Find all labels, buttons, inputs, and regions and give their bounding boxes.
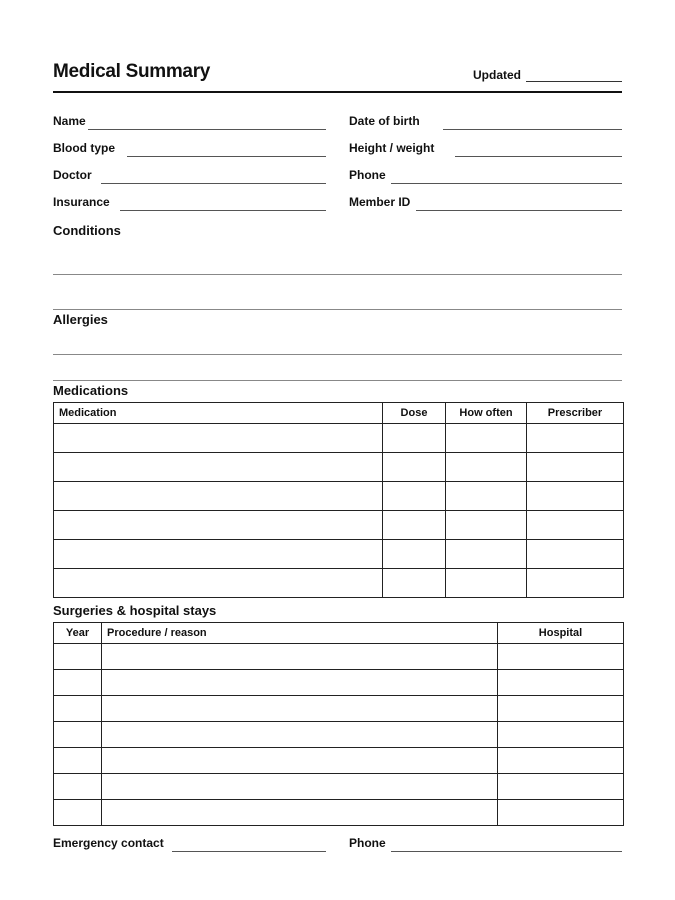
- emergency-phone-label: Phone: [349, 836, 386, 850]
- dob-field[interactable]: [349, 114, 622, 130]
- table-cell[interactable]: [54, 774, 102, 800]
- table-cell[interactable]: [498, 644, 624, 670]
- table-cell[interactable]: [498, 748, 624, 774]
- phone-input-line[interactable]: [391, 183, 622, 184]
- table-cell[interactable]: [383, 569, 446, 598]
- table-cell[interactable]: [54, 748, 102, 774]
- surgeries-heading: Surgeries & hospital stays: [53, 603, 217, 618]
- table-cell[interactable]: [54, 540, 383, 569]
- table-cell[interactable]: [383, 540, 446, 569]
- table-cell[interactable]: [54, 453, 383, 482]
- column-header-how-often: How often: [446, 403, 527, 424]
- table-cell[interactable]: [102, 670, 498, 696]
- table-cell[interactable]: [54, 722, 102, 748]
- table-cell[interactable]: [54, 670, 102, 696]
- table-cell[interactable]: [498, 722, 624, 748]
- member-id-label: Member ID: [349, 195, 411, 209]
- height-weight-label: Height / weight: [349, 141, 435, 155]
- emergency-phone-field[interactable]: [349, 836, 622, 852]
- table-cell[interactable]: [383, 511, 446, 540]
- table-cell[interactable]: [102, 748, 498, 774]
- phone-field[interactable]: [349, 168, 622, 184]
- doctor-input-line[interactable]: [101, 183, 326, 184]
- page-title: Medical Summary: [53, 61, 211, 82]
- insurance-input-line[interactable]: [120, 210, 326, 211]
- table-cell[interactable]: [527, 511, 624, 540]
- surgery-row: [54, 748, 624, 774]
- emergency-contact-input-line[interactable]: [172, 851, 326, 852]
- table-cell[interactable]: [498, 696, 624, 722]
- table-cell[interactable]: [54, 424, 383, 453]
- medications-header-row: [54, 403, 624, 424]
- table-cell[interactable]: [102, 774, 498, 800]
- conditions-line-2[interactable]: [53, 309, 622, 310]
- table-cell[interactable]: [102, 800, 498, 826]
- blood-type-field[interactable]: [53, 141, 326, 157]
- emergency-contact-label: Emergency contact: [53, 836, 164, 850]
- doctor-label: Doctor: [53, 168, 92, 182]
- table-cell[interactable]: [527, 424, 624, 453]
- dob-label: Date of birth: [349, 114, 420, 128]
- surgery-row: [54, 696, 624, 722]
- table-cell[interactable]: [102, 696, 498, 722]
- table-cell[interactable]: [446, 540, 527, 569]
- table-cell[interactable]: [54, 482, 383, 511]
- medical-summary-form: [53, 0, 622, 900]
- table-cell[interactable]: [527, 482, 624, 511]
- table-cell[interactable]: [102, 722, 498, 748]
- member-id-input-line[interactable]: [416, 210, 622, 211]
- updated-input-line[interactable]: [526, 81, 622, 82]
- column-header-prescriber: Prescriber: [527, 403, 624, 424]
- surgery-row: [54, 670, 624, 696]
- dob-input-line[interactable]: [443, 129, 622, 130]
- conditions-heading: Conditions: [53, 223, 121, 238]
- table-cell[interactable]: [54, 800, 102, 826]
- blood-type-label: Blood type: [53, 141, 115, 155]
- medication-row: [54, 424, 624, 453]
- medications-table: [53, 402, 624, 598]
- emergency-phone-input-line[interactable]: [391, 851, 622, 852]
- table-cell[interactable]: [446, 424, 527, 453]
- table-cell[interactable]: [527, 569, 624, 598]
- table-cell[interactable]: [527, 453, 624, 482]
- member-id-field[interactable]: [349, 195, 622, 211]
- insurance-field[interactable]: [53, 195, 326, 211]
- table-cell[interactable]: [446, 453, 527, 482]
- medication-row: [54, 540, 624, 569]
- surgeries-table: [53, 622, 624, 826]
- surgery-row: [54, 722, 624, 748]
- table-cell[interactable]: [498, 774, 624, 800]
- medication-row: [54, 569, 624, 598]
- table-cell[interactable]: [383, 424, 446, 453]
- phone-label: Phone: [349, 168, 386, 182]
- table-cell[interactable]: [446, 482, 527, 511]
- height-weight-field[interactable]: [349, 141, 622, 157]
- doctor-field[interactable]: [53, 168, 326, 184]
- table-cell[interactable]: [54, 569, 383, 598]
- surgery-row: [54, 644, 624, 670]
- name-field[interactable]: [53, 114, 326, 130]
- emergency-contact-field[interactable]: [53, 836, 326, 852]
- column-header-procedure: Procedure / reason: [102, 623, 498, 644]
- medication-row: [54, 482, 624, 511]
- name-label: Name: [53, 114, 86, 128]
- name-input-line[interactable]: [88, 129, 326, 130]
- allergies-line-1[interactable]: [53, 354, 622, 355]
- column-header-hospital: Hospital: [498, 623, 624, 644]
- table-cell[interactable]: [54, 696, 102, 722]
- column-header-medication: Medication: [54, 403, 383, 424]
- allergies-line-2[interactable]: [53, 380, 622, 381]
- table-cell[interactable]: [498, 670, 624, 696]
- medication-row: [54, 511, 624, 540]
- height-weight-input-line[interactable]: [455, 156, 622, 157]
- table-cell[interactable]: [54, 644, 102, 670]
- medications-heading: Medications: [53, 383, 129, 398]
- surgeries-header-row: [54, 623, 624, 644]
- surgery-row: [54, 800, 624, 826]
- table-cell[interactable]: [527, 540, 624, 569]
- column-header-year: Year: [54, 623, 102, 644]
- table-cell[interactable]: [102, 644, 498, 670]
- table-cell[interactable]: [383, 482, 446, 511]
- allergies-heading: Allergies: [53, 312, 108, 327]
- medication-row: [54, 453, 624, 482]
- table-cell[interactable]: [54, 511, 383, 540]
- table-cell[interactable]: [446, 511, 527, 540]
- table-cell[interactable]: [383, 453, 446, 482]
- surgery-row: [54, 774, 624, 800]
- table-cell[interactable]: [446, 569, 527, 598]
- column-header-dose: Dose: [383, 403, 446, 424]
- conditions-line-1[interactable]: [53, 274, 622, 275]
- blood-type-input-line[interactable]: [127, 156, 326, 157]
- table-cell[interactable]: [498, 800, 624, 826]
- insurance-label: Insurance: [53, 195, 110, 209]
- updated-label: Updated: [473, 68, 521, 82]
- title-divider: [53, 91, 622, 93]
